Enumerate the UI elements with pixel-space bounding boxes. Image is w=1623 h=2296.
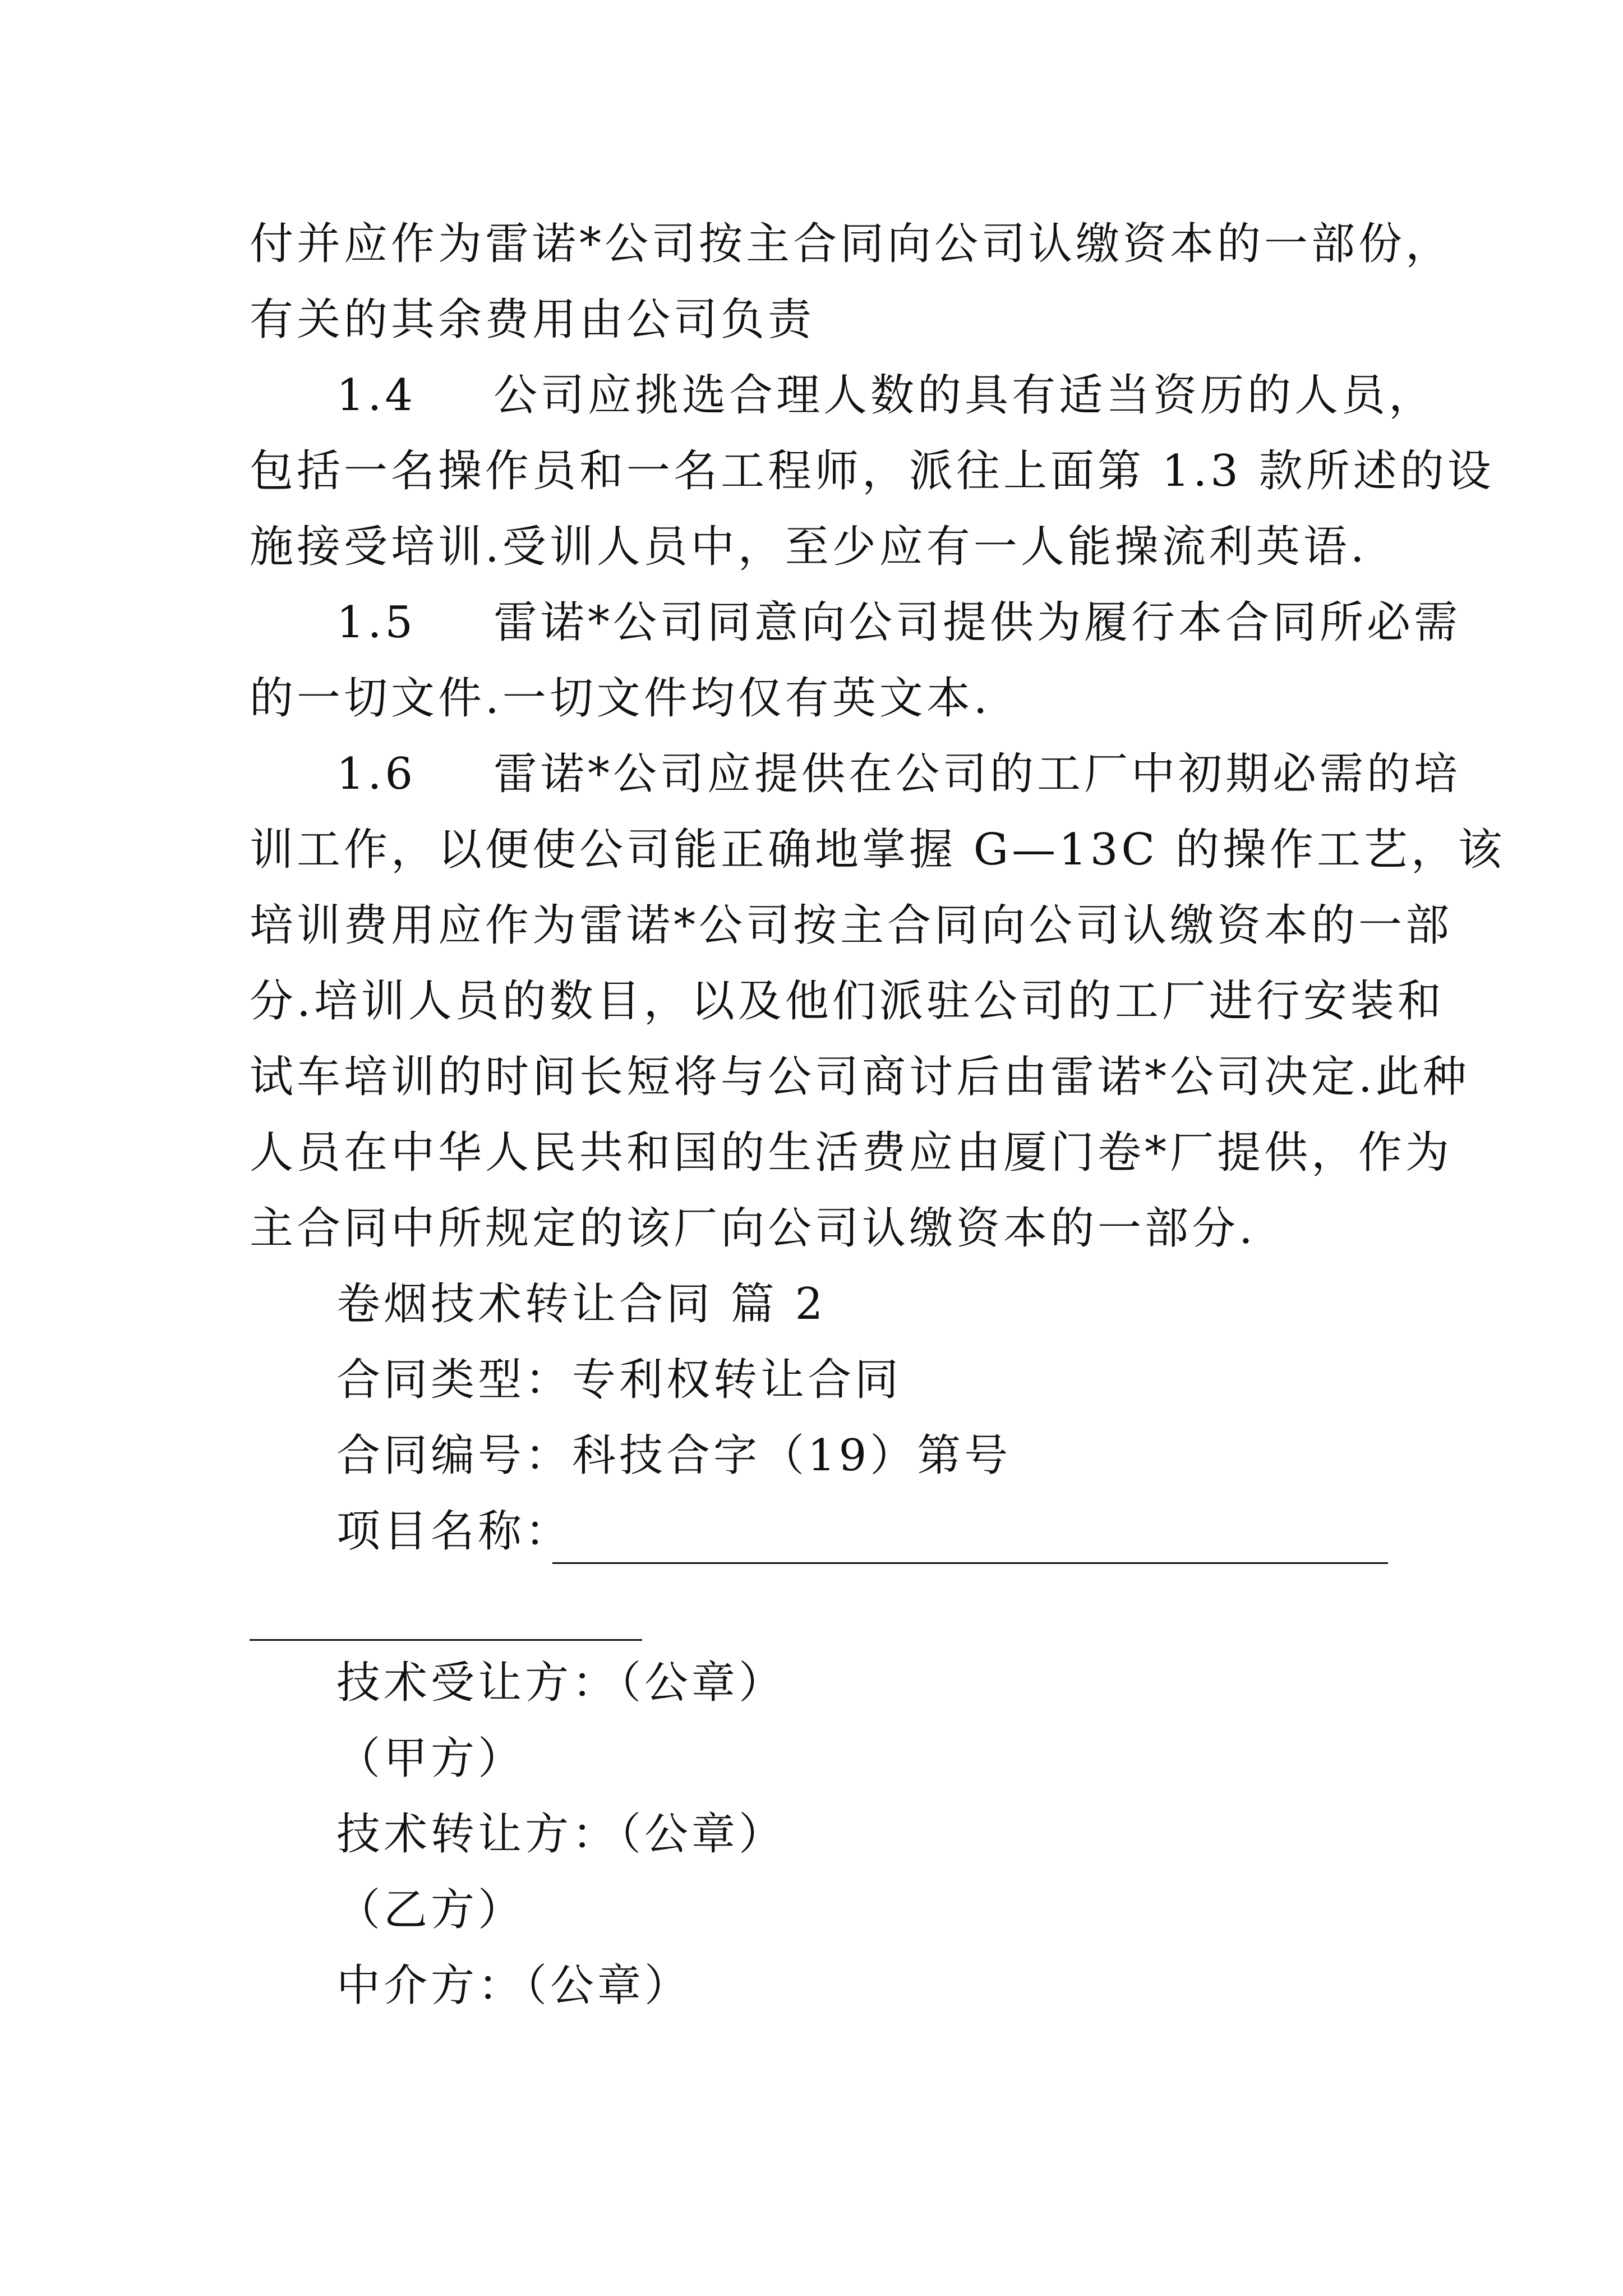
clause-number: 1.6	[336, 749, 417, 799]
paragraph-line: 主合同中所规定的该厂向公司认缴资本的一部分.	[250, 1203, 1256, 1254]
intermediary-seal-label: 中介方：（公章）	[336, 1961, 692, 2011]
transferor-seal-label: 技术转让方：（公章）	[336, 1809, 786, 1860]
paragraph-line: 包括一名操作员和一名工程师，派往上面第 1.3 款所述的设	[250, 446, 1495, 496]
party-b-label: （乙方）	[336, 1885, 525, 1935]
clause-text: 雷诺*公司同意向公司提供为履行本合同所必需	[494, 597, 1461, 648]
clause-text: 雷诺*公司应提供在公司的工厂中初期必需的培	[494, 749, 1461, 799]
paragraph-line: 分.培训人员的数目，以及他们派驻公司的工厂进行安装和	[250, 976, 1445, 1027]
paragraph-line: 试车培训的时间长短将与公司商讨后由雷诺*公司决定.此种	[250, 1052, 1470, 1102]
project-name-label: 项目名称：	[336, 1506, 573, 1557]
paragraph-line: 的一切文件.一切文件均仅有英文本.	[250, 673, 991, 724]
clause-1-6-first-line	[336, 746, 1461, 802]
contract-type: 合同类型：专利权转让合同	[336, 1355, 902, 1405]
section-heading: 卷烟技术转让合同 篇 2	[336, 1279, 827, 1329]
clause-text: 公司应挑选合理人数的具有适当资历的人员，	[494, 370, 1436, 421]
contract-number: 合同编号：科技合字（19）第号	[336, 1430, 1012, 1481]
paragraph-line: 付并应作为雷诺*公司按主合同向公司认缴资本的一部份，	[250, 219, 1453, 269]
paragraph-line: 有关的其余费用由公司负责	[250, 295, 815, 345]
paragraph-line: 训工作，以便使公司能正确地掌握 G—13C 的操作工艺，该	[250, 825, 1505, 875]
project-name-blank-line	[552, 1562, 1388, 1564]
paragraph-line: 人员在中华人民共和国的生活费应由厦门卷*厂提供，作为	[250, 1128, 1453, 1178]
paragraph-line: 施接受培训.受训人员中，至少应有一人能操流利英语.	[250, 522, 1368, 572]
party-a-label: （甲方）	[336, 1733, 525, 1784]
clause-number: 1.5	[336, 597, 417, 648]
transferee-seal-label: 技术受让方：（公章）	[336, 1658, 786, 1708]
clause-1-5-first-line	[336, 595, 1461, 651]
clause-number: 1.4	[336, 370, 417, 421]
clause-1-4-first-line	[336, 367, 1436, 424]
paragraph-line: 培训费用应作为雷诺*公司按主合同向公司认缴资本的一部	[250, 900, 1453, 951]
project-name-blank-line-continued	[250, 1639, 642, 1641]
